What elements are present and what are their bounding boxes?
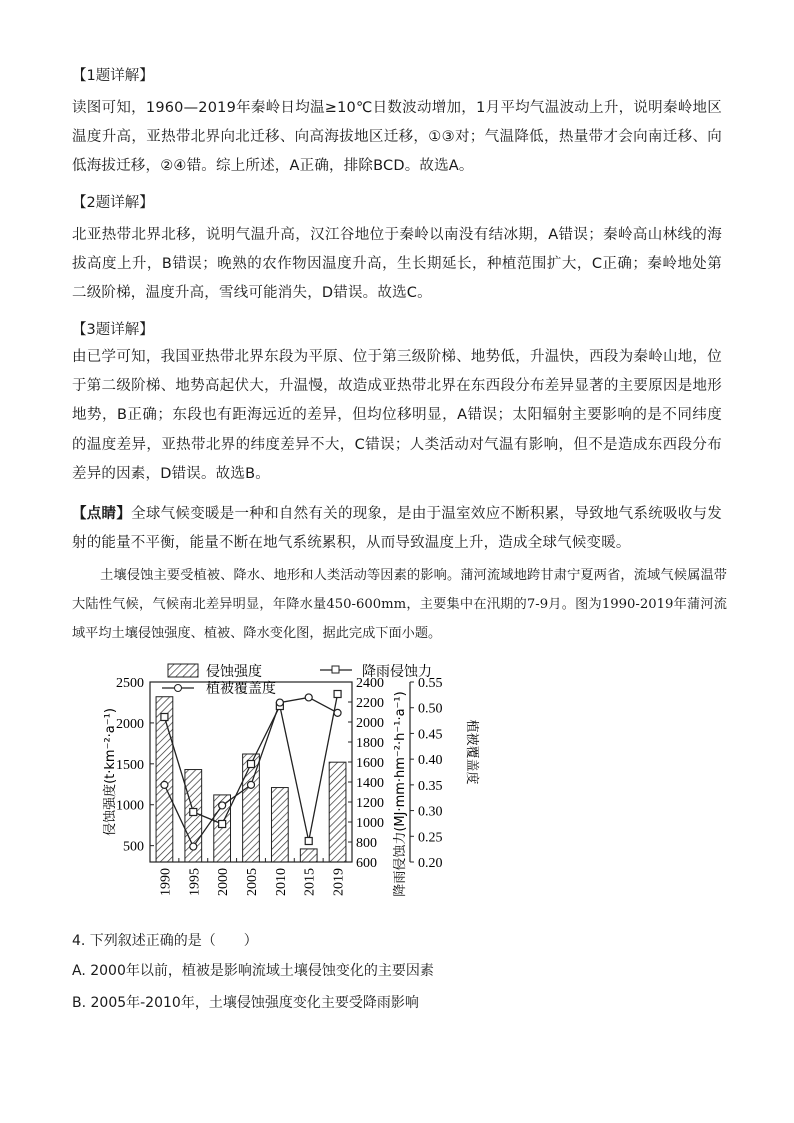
right1-tick-label: 1000 — [356, 816, 384, 831]
section-3-heading: 【3题详解】 — [72, 322, 154, 338]
right1-tick-label: 1200 — [356, 796, 384, 811]
vegetation-cover-point — [161, 781, 168, 788]
left-tick-label: 500 — [123, 839, 144, 855]
right1-tick-label: 2200 — [356, 696, 384, 711]
vegetation-cover-point — [248, 781, 255, 788]
question-intro — [72, 561, 727, 648]
x-tick-label: 2010 — [273, 868, 289, 896]
right1-tick-label: 2400 — [356, 676, 384, 691]
x-tick-label: 2019 — [331, 868, 347, 896]
question-stem: 4. 下列叙述正确的是（ ） — [72, 933, 258, 949]
left-axis-label: 侵蚀强度(t·km⁻²·a⁻¹) — [103, 708, 118, 836]
legend-erosion-label: 侵蚀强度 — [206, 664, 262, 680]
legend-rain-marker — [332, 666, 339, 673]
right1-tick-label: 1600 — [356, 756, 384, 771]
right1-tick-label: 2000 — [356, 716, 384, 731]
left-tick-label: 1500 — [116, 757, 144, 773]
right1-tick-label: 1800 — [356, 736, 384, 751]
option-b: B. 2005年-2010年，土壤侵蚀强度变化主要受降雨影响 — [72, 995, 419, 1011]
right2-tick-label: 0.40 — [418, 753, 443, 769]
erosion-bar — [243, 754, 260, 862]
x-tick-label: 2005 — [245, 868, 260, 896]
rain-erosivity-point — [248, 761, 255, 768]
right2-axis-label: 植被覆盖度 — [464, 719, 479, 785]
section-1-heading: 【1题详解】 — [72, 68, 154, 84]
dianjing-block — [72, 500, 722, 558]
vegetation-cover-point — [190, 843, 197, 850]
rain-erosivity-point — [161, 714, 168, 721]
left-tick-label: 2000 — [116, 716, 144, 732]
vegetation-cover-point — [276, 699, 283, 706]
right2-tick-label: 0.45 — [418, 727, 443, 743]
section-1-body: 读图可知，1960—2019年秦岭日均温≥10℃日数波动增加，1月平均气温波动上升，说明秦岭地区温度升高，亚热带北界向北迁移、向高海拔地区迁移，①③对；气温降低，热量带才会向南迁移、向低海拔迁移，②④错。综上所述，A正确，排除BCD。故选A。 — [72, 100, 722, 175]
erosion-bar — [271, 788, 288, 862]
section-3-body: 由已学可知，我国亚热带北界东段为平原、位于第三级阶梯、地势低，升温快，西段为秦岭山地，位于第二级阶梯、地势高起伏大，升温慢，故造成亚热带北界在东西段分布差异显著的主要原因是地形地势，B正确；东段也有距海远近的差异，但均位移明显，A错误；太阳辐射主要影响的是不同纬度的温度差异，亚热带北界的纬度差异不大，C错误；人类活动对气温有影响，但不是造成东西段分布差异的因素，D错误。故选B。 — [72, 349, 722, 482]
erosion-chart — [100, 660, 520, 920]
dianjing-label: 【点睛】 — [72, 506, 132, 522]
vegetation-cover-point — [334, 709, 341, 716]
intro-text: 土壤侵蚀主要受植被、降水、地形和人类活动等因素的影响。蒲河流域地跨甘肃宁夏两省，流域气候属温带大陆性气候，气候南北差异明显，年降水量450-600mm，主要集中在汛期的7-9月。图为1990-2019年蒲河流域平均土壤侵蚀强度、植被、降水变化图，据此完成下面小题。 — [72, 568, 727, 641]
right1-tick-label: 1400 — [356, 776, 384, 791]
section-2-body: 北亚热带北界北移，说明气温升高，汉江谷地位于秦岭以南没有结冰期，A错误；秦岭高山林线的海拔高度上升，B错误；晚熟的农作物因温度升高，生长期延长，种植范围扩大，C正确；秦岭地处第二级阶梯，温度升高，雪线可能消失，D错误。故选C。 — [72, 227, 722, 302]
x-tick-label: 1995 — [187, 868, 203, 896]
legend-rain-label: 降雨侵蚀力 — [362, 664, 432, 680]
x-tick-label: 1990 — [158, 868, 174, 896]
x-tick-label: 2000 — [216, 868, 232, 896]
right2-tick-label: 0.20 — [418, 856, 443, 871]
right1-axis-label: 降雨侵蚀力(MJ·mm·hm⁻²·h⁻¹·a⁻¹) — [393, 691, 408, 897]
vegetation-cover-point — [219, 802, 226, 809]
right2-tick-label: 0.55 — [418, 676, 443, 691]
rain-erosivity-point — [219, 821, 226, 828]
legend-veg-label: 植被覆盖度 — [206, 681, 276, 697]
erosion-bar — [156, 697, 173, 862]
right1-tick-label: 600 — [356, 856, 377, 871]
dianjing-body: 全球气候变暖是一种和自然有关的现象，是由于温室效应不断积累，导致地气系统吸收与发射的能量不平衡，能量不断在地气系统累积，从而导致温度上升，造成全球气候变暖。 — [72, 506, 722, 552]
vegetation-cover-point — [305, 694, 312, 701]
erosion-bar — [329, 762, 346, 862]
legend-bar-swatch — [168, 664, 198, 677]
legend-veg-marker — [175, 685, 182, 692]
right2-tick-label: 0.30 — [418, 804, 443, 820]
rain-erosivity-point — [334, 691, 341, 698]
right2-tick-label: 0.35 — [418, 778, 443, 794]
left-tick-label: 1000 — [116, 798, 144, 814]
left-tick-label: 2500 — [116, 676, 144, 691]
rain-erosivity-point — [190, 809, 197, 816]
erosion-bar — [300, 849, 317, 862]
x-tick-label: 2015 — [302, 868, 318, 896]
right2-tick-label: 0.25 — [418, 830, 443, 846]
section-2-heading: 【2题详解】 — [72, 195, 154, 211]
option-a: A. 2000年以前，植被是影响流域土壤侵蚀变化的主要因素 — [72, 963, 434, 979]
right1-tick-label: 800 — [356, 836, 377, 851]
right2-tick-label: 0.50 — [418, 701, 443, 717]
rain-erosivity-point — [305, 838, 312, 845]
